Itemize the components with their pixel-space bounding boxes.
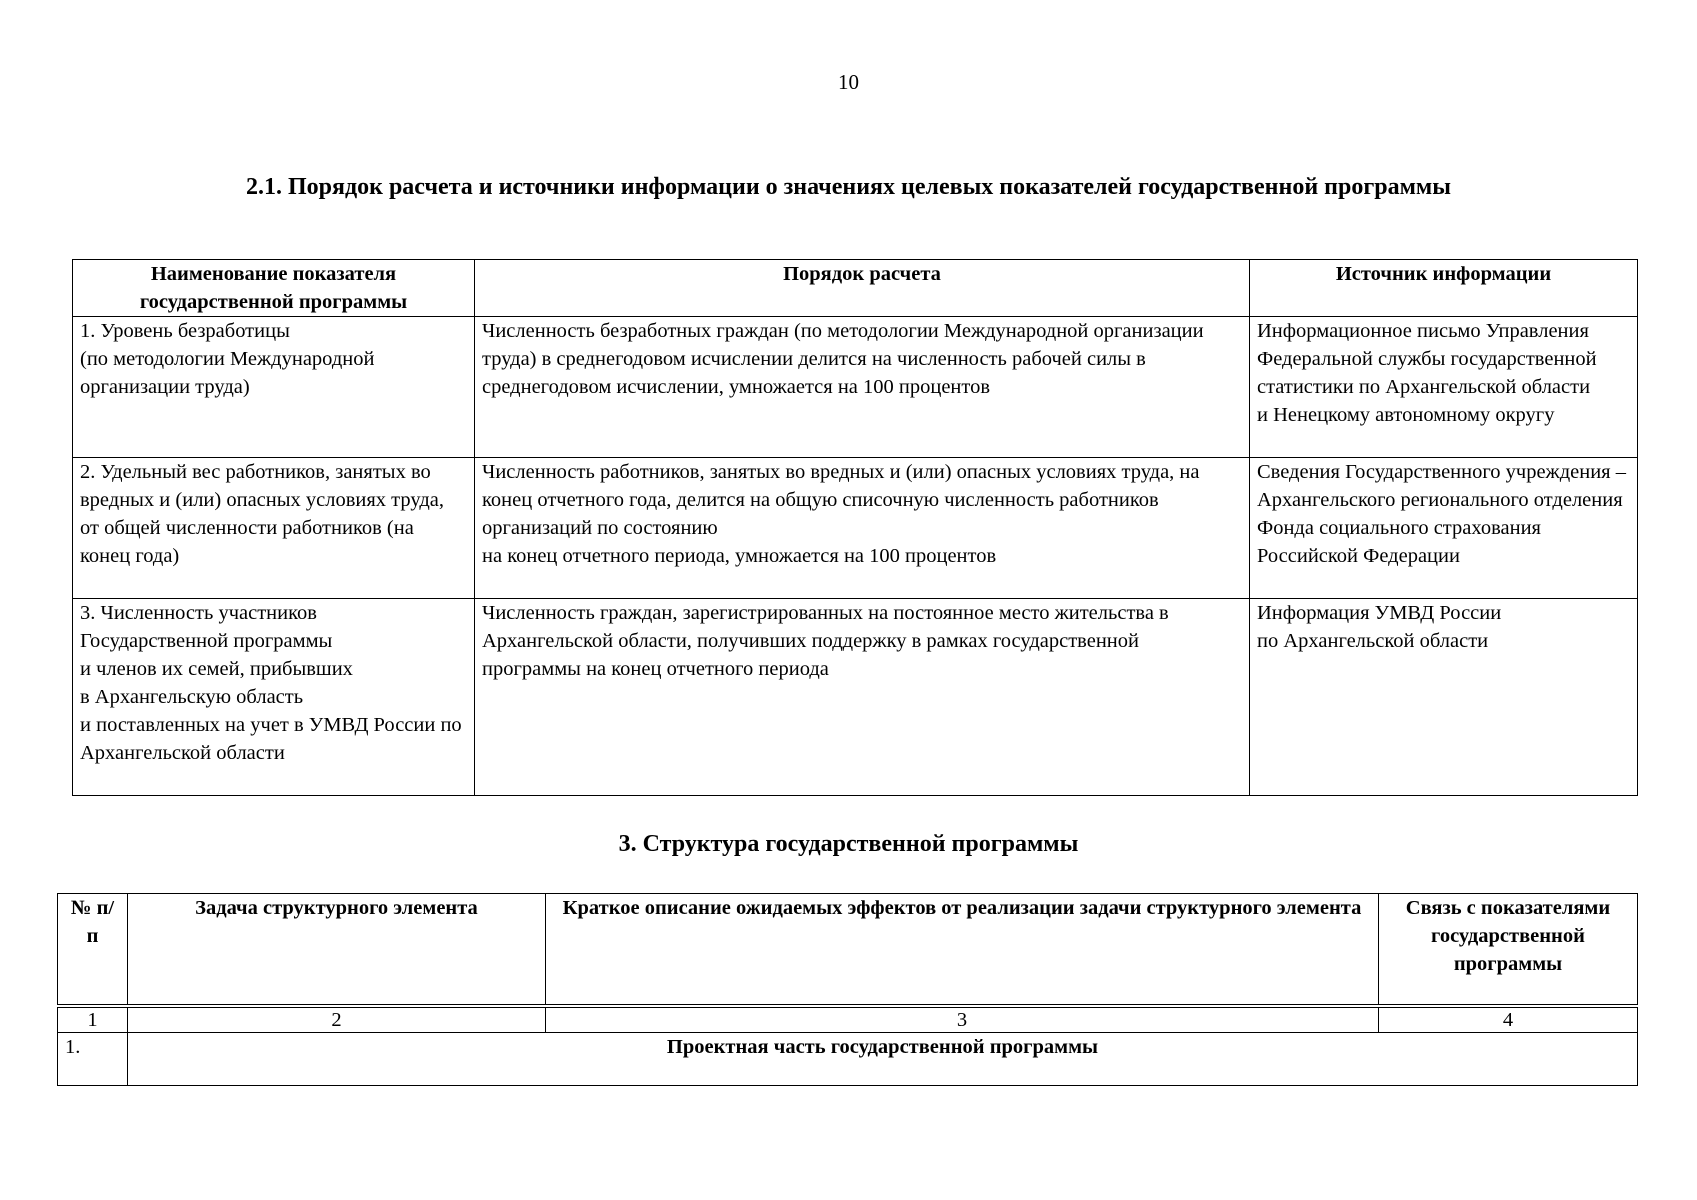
- table-row: [58, 1033, 1638, 1086]
- table-row: [73, 599, 1638, 796]
- section-3-title: 3. Структура государственной программы: [618, 831, 1079, 857]
- column-number: 3: [546, 1006, 1379, 1033]
- header-task: Задача структурного элемента: [128, 894, 546, 1007]
- table-row: [73, 458, 1638, 599]
- indicator-name: 1. Уровень безработицы (по методологии Международной организации труда): [73, 317, 475, 458]
- table-row: [73, 317, 1638, 458]
- indicator-source: Информационное письмо Управления Федеральной службы государственной статистики по Архангельской области и Ненецкому автономному округу: [1250, 317, 1638, 458]
- structure-table: [57, 893, 1638, 1086]
- column-number-row: [58, 1006, 1638, 1033]
- indicators-header-row: [73, 260, 1638, 317]
- header-calculation: Порядок расчета: [475, 260, 1250, 317]
- column-number: 1: [58, 1006, 128, 1033]
- indicator-calculation: Численность работников, занятых во вредных и (или) опасных условиях труда, на конец отчетного года, делится на общую списочную численность работников организаций по состоянию на конец отчетного периода, умножается на 100 процентов: [475, 458, 1250, 599]
- indicator-source: Сведения Государственного учреждения – Архангельского регионального отделения Фонда социального страхования Российской Федерации: [1250, 458, 1638, 599]
- indicator-calculation: Численность безработных граждан (по методологии Международной организации труда) в среднегодовом исчислении делится на численность рабочей силы в среднегодовом исчислении, умножается на 100 процентов: [475, 317, 1250, 458]
- indicator-name: 2. Удельный вес работников, занятых во вредных и (или) опасных условиях труда, от общей численности работников (на конец года): [73, 458, 475, 599]
- header-indicator-name: Наименование показателя государственной программы: [73, 260, 475, 317]
- column-number: 2: [128, 1006, 546, 1033]
- column-number: 4: [1379, 1006, 1638, 1033]
- indicators-table: [72, 259, 1638, 796]
- page-number: 10: [838, 70, 859, 94]
- indicator-source: Информация УМВД России по Архангельской области: [1250, 599, 1638, 796]
- project-part-title: Проектная часть государственной программы: [128, 1033, 1638, 1086]
- structure-header-row: [58, 894, 1638, 1007]
- row-number: 1.: [58, 1033, 128, 1086]
- section-2-1-title: 2.1. Порядок расчета и источники информации о значениях целевых показателей государственной программы: [245, 174, 1452, 200]
- header-effects: Краткое описание ожидаемых эффектов от реализации задачи структурного элемента: [546, 894, 1379, 1007]
- indicator-name: 3. Численность участников Государственной программы и членов их семей, прибывших в Архангельскую область и поставленных на учет в УМВД России по Архангельской области: [73, 599, 475, 796]
- header-source: Источник информации: [1250, 260, 1638, 317]
- indicator-calculation: Численность граждан, зарегистрированных на постоянное место жительства в Архангельской области, получивших поддержку в рамках государственной программы на конец отчетного периода: [475, 599, 1250, 796]
- header-link: Связь с показателями государственной программы: [1379, 894, 1638, 1007]
- header-number: № п/п: [58, 894, 128, 1007]
